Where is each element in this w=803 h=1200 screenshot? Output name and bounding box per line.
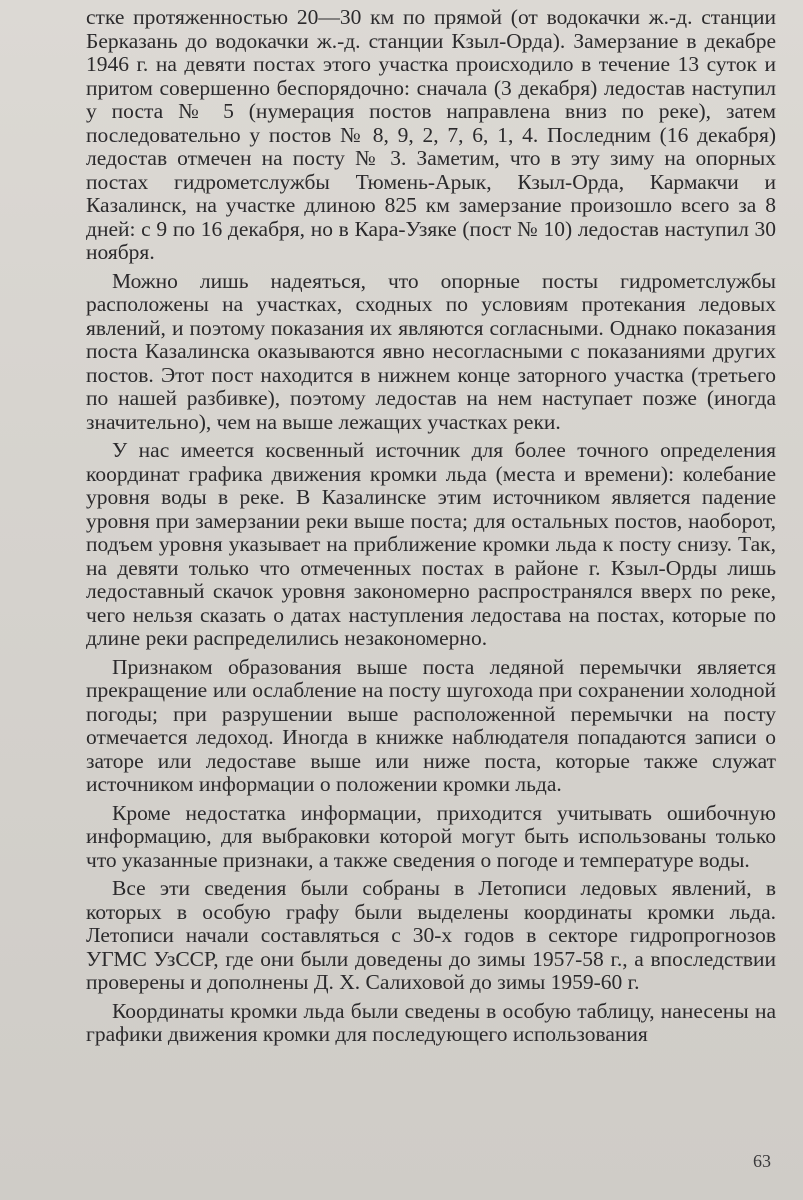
paragraph-7: Координаты кромки льда были сведены в особую таблицу, нанесены на графики движения кромки для последующего использования [86,998,776,1046]
paragraph-4: Признаком образования выше поста ледяной перемычки является прекращение или ослабление на посту шугохода при сохранении холодной погоды; при разрушении выше расположенной перемычки на посту отмечается ледоход. Иногда в книжке наблюдателя попадаются записи о заторе или ледоставе выше или ниже поста, которые также служат источником информации о положении кромки льда. [86,654,776,796]
page-body-text [86,6,776,1052]
paragraph-6: Все эти сведения были собраны в Летописи ледовых явлений, в которых в особую графу были выделены координаты кромки льда. Летописи начали составляться с 30-х годов в секторе гидропрогнозов УГМС УзССР, где они были доведены до зимы 1957-58 г., а впоследствии проверены и дополнены Д. Х. Салиховой до зимы 1959-60 г. [86,876,776,994]
paragraph-3: У нас имеется косвенный источник для более точного определения координат графика движения кромки льда (места и времени): колебание уровня воды в реке. В Казалинске этим источником является падение уровня при замерзании реки выше поста; для остальных постов, наоборот, подъем уровня указывает на приближение кромки льда к посту снизу. Так, на девяти только что отмеченных постах в районе г. Кзыл-Орды лишь ледоставный скачок уровня закономерно распространялся вверх по реке, чего нельзя сказать о датах наступления ледостава на постах, которые по длине реки распределились незакономерно. [86,438,776,650]
page-number: 63 [753,1151,771,1171]
paragraph-2: Можно лишь надеяться, что опорные посты гидрометслужбы расположены на участках, сходных по условиям протекания ледовых явлений, и поэтому показания их являются согласными. Однако показания поста Казалинска оказываются явно несогласными с показаниями других постов. Этот пост находится в нижнем конце заторного участка (третьего по нашей разбивке), поэтому ледостав на нем наступает позже (иногда значительно), чем на выше лежащих участках реки. [86,268,776,434]
paragraph-5: Кроме недостатка информации, приходится учитывать ошибочную информацию, для выбраковки которой могут быть использованы только что указанные признаки, а также сведения о погоде и температуре воды. [86,800,776,872]
paragraph-1: стке протяженностью 20—30 км по прямой (от водокачки ж.-д. станции Берказань до водокачки ж.-д. станции Кзыл-Орда). Замерзание в декабре 1946 г. на девяти постах этого участка происходило в течение 13 суток и притом совершенно беспорядочно: сначала (3 декабря) ледостав наступил у поста № 5 (нумерация постов направлена вниз по реке), затем последовательно у постов № 8, 9, 2, 7, 6, 1, 4. Последним (16 декабря) ледостав отмечен на посту № 3. Заметим, что в эту зиму на опорных постах гидрометслужбы Тюмень-Арык, Кзыл-Орда, Кармакчи и Казалинск, на участке длиною 825 км замерзание произошло всего за 8 дней: с 9 по 16 декабря, но в Кара-Узяке (пост № 10) ледостав наступил 30 ноября. [86,5,776,264]
